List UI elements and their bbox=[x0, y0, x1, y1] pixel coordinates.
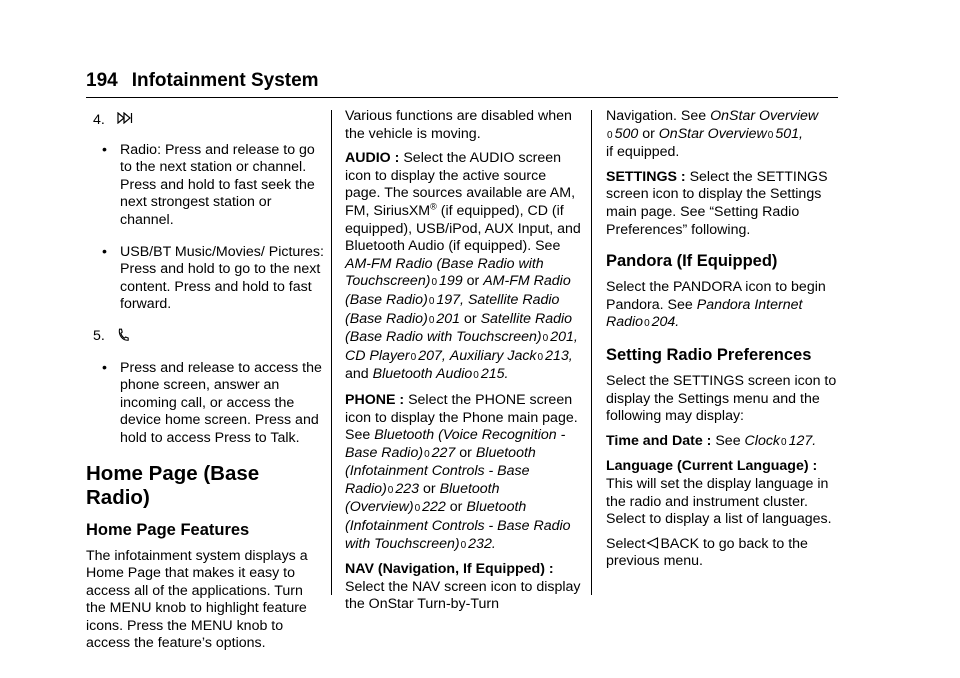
cross-reference: Satellite Radio (Base Radio with Touchscreen) bbox=[345, 310, 573, 346]
page-ref-icon: 0 bbox=[781, 436, 787, 448]
page-ref-icon: 0 bbox=[410, 351, 417, 363]
item-number: 4. bbox=[93, 112, 105, 128]
page-ref-icon: 0 bbox=[473, 370, 479, 382]
column-1 bbox=[86, 108, 326, 660]
time-paragraph: Time and Date : See Clock0 127. bbox=[606, 432, 817, 449]
term-label: PHONE : bbox=[345, 391, 405, 408]
page-ref-icon: 0 bbox=[428, 314, 435, 326]
cross-reference: Bluetooth Audio bbox=[372, 366, 473, 383]
page-ref-icon: 0 bbox=[537, 351, 544, 363]
audio-paragraph: AUDIO : Select the AUDIO screen icon to display the active source page. The sources available are AM, FM, SiriusXM® (if equipped), CD (if equipped), USB/iPod, AUX Input, and Bluetooth Audio (if equipped). See AM-FM Radio (Base Radio with Touchscreen)0 199 or AM-FM Radio (Base Radio)0 197, Satellite Radio (Base Radio)0 201 or Satellite Radio (Base Radio with Touchscreen)0 201, CD Player0 207, Auxiliary Jack0 213, and Bluetooth Audio0 215. bbox=[345, 150, 581, 383]
nav-paragraph: NAV (Navigation, If Equipped) : Select the NAV screen icon to display the OnStar Turn-by-Turn bbox=[345, 561, 581, 613]
subsection-heading: Setting Radio Preferences bbox=[606, 345, 812, 364]
page-ref-icon: 0 bbox=[644, 318, 650, 330]
page-ref-icon: 0 bbox=[387, 484, 394, 496]
header-rule bbox=[86, 97, 838, 98]
subsection-heading: Home Page Features bbox=[86, 520, 250, 539]
term-label: NAV (Navigation, If Equipped) : bbox=[345, 561, 554, 578]
cross-reference: CD Player bbox=[345, 347, 410, 364]
cross-reference: AM-FM Radio (Base Radio with Touchscreen) bbox=[345, 255, 544, 290]
section-title: Infotainment System bbox=[131, 70, 319, 91]
next-track-icon bbox=[117, 112, 133, 130]
cross-reference: Clock bbox=[744, 432, 781, 449]
bullet-text: Press and release to access the phone screen, answer an incoming call, or access the device home screen. Press and hold to access Press to Talk. bbox=[120, 359, 322, 446]
page-ref-icon: 0 bbox=[424, 448, 430, 460]
cross-reference: OnStar Overview bbox=[710, 108, 819, 124]
term-label: Time and Date : bbox=[606, 432, 712, 449]
back-paragraph: Select BACK to go back to the previous menu. bbox=[606, 535, 808, 570]
column-divider bbox=[591, 110, 592, 595]
back-icon bbox=[645, 536, 660, 552]
phone-icon bbox=[117, 328, 129, 348]
page-ref-icon: 0 bbox=[414, 503, 421, 515]
page-ref-icon: 0 bbox=[542, 333, 549, 345]
cross-reference: Bluetooth (Infotainment Controls - Base Radio with Touchscreen) bbox=[345, 499, 571, 552]
language-paragraph: Language (Current Language) : This will set the display language in the radio and instrument cluster. Select to display a list of languages. bbox=[606, 458, 832, 528]
column-3 bbox=[606, 108, 846, 578]
paragraph: The infotainment system displays a Home Page that makes it easy to access all of the applications. Turn the MENU knob to highlight feature icons. Press the MENU knob to access the feature’s options. bbox=[86, 547, 308, 652]
cross-reference: Auxiliary Jack bbox=[449, 347, 537, 364]
cross-reference: Bluetooth (Infotainment Controls - Base Radio) bbox=[345, 444, 536, 497]
column-2 bbox=[345, 108, 585, 621]
paragraph: Various functions are disabled when the vehicle is moving. bbox=[345, 108, 572, 142]
term-label: AUDIO : bbox=[345, 150, 400, 167]
page-ref-icon: 0 bbox=[607, 129, 613, 141]
column-divider bbox=[331, 110, 332, 595]
section-heading: Home Page (Base Radio) bbox=[86, 461, 260, 509]
cross-reference: AM-FM Radio (Base Radio) bbox=[345, 273, 571, 308]
page-header bbox=[86, 70, 319, 92]
phone-paragraph: PHONE : Select the PHONE screen icon to display the Phone main page. See Bluetooth (Voice Recognition - Base Radio)0 227 or Bluetooth (Infotainment Controls - Base Radio)0 223 or Bluetooth (Overview)0 222 or Bluetooth (Infotainment Controls - Base Radio with Touchscreen)0 232. bbox=[345, 391, 578, 552]
list-item: • Press and release to access the phone screen, answer an incoming call, or access the device home screen. Press and hold to access Press to Talk. bbox=[102, 360, 326, 448]
list-item: • USB/BT Music/Movies/ Pictures: Press and hold to go to the next content. Press and hold to fast forward. bbox=[102, 244, 326, 314]
list-item-5 bbox=[93, 328, 326, 348]
page-ref-icon: 0 bbox=[428, 295, 435, 307]
list-item: • Radio: Press and release to go to the next station or channel. Press and hold to fast seek the next strongest station or channel. bbox=[102, 142, 326, 230]
paragraph: Select the SETTINGS screen icon to display the Settings menu and the following may display: bbox=[606, 372, 837, 425]
item-number: 5. bbox=[93, 327, 105, 344]
cross-reference: Satellite Radio (Base Radio) bbox=[345, 291, 560, 327]
cross-reference: Bluetooth (Voice Recognition - Base Radio) bbox=[345, 427, 566, 461]
settings-paragraph: SETTINGS : Select the SETTINGS screen icon to display the Settings main page. See “Setting Radio Preferences” following. bbox=[606, 168, 828, 238]
cross-reference: OnStar Overview bbox=[658, 125, 767, 142]
subsection-heading: Pandora (If Equipped) bbox=[606, 252, 778, 271]
term-label: Language (Current Language) : bbox=[606, 458, 818, 475]
cross-reference: Pandora Internet Radio bbox=[606, 296, 803, 331]
page-ref-icon: 0 bbox=[767, 129, 774, 141]
page-ref-icon: 0 bbox=[431, 277, 437, 289]
term-label: SETTINGS : bbox=[606, 168, 686, 185]
pandora-paragraph: Select the PANDORA icon to begin Pandora. See Pandora Internet Radio0 204. bbox=[606, 279, 826, 331]
page-number: 194 bbox=[86, 70, 118, 91]
list-item-4 bbox=[93, 112, 326, 130]
bullet-text: Radio: Press and release to go to the next station or channel. Press and hold to fast seek the next strongest station or channel. bbox=[120, 141, 315, 228]
cross-reference: Bluetooth (Overview) bbox=[345, 480, 500, 516]
nav-continued: Navigation. See OnStar Overview 0 500 or OnStar Overview0 501, if equipped. bbox=[606, 108, 819, 161]
bullet-text: USB/BT Music/Movies/ Pictures: Press and hold to go to the next content. Press and hold to fast forward. bbox=[120, 243, 324, 313]
page-ref-icon: 0 bbox=[460, 539, 467, 551]
